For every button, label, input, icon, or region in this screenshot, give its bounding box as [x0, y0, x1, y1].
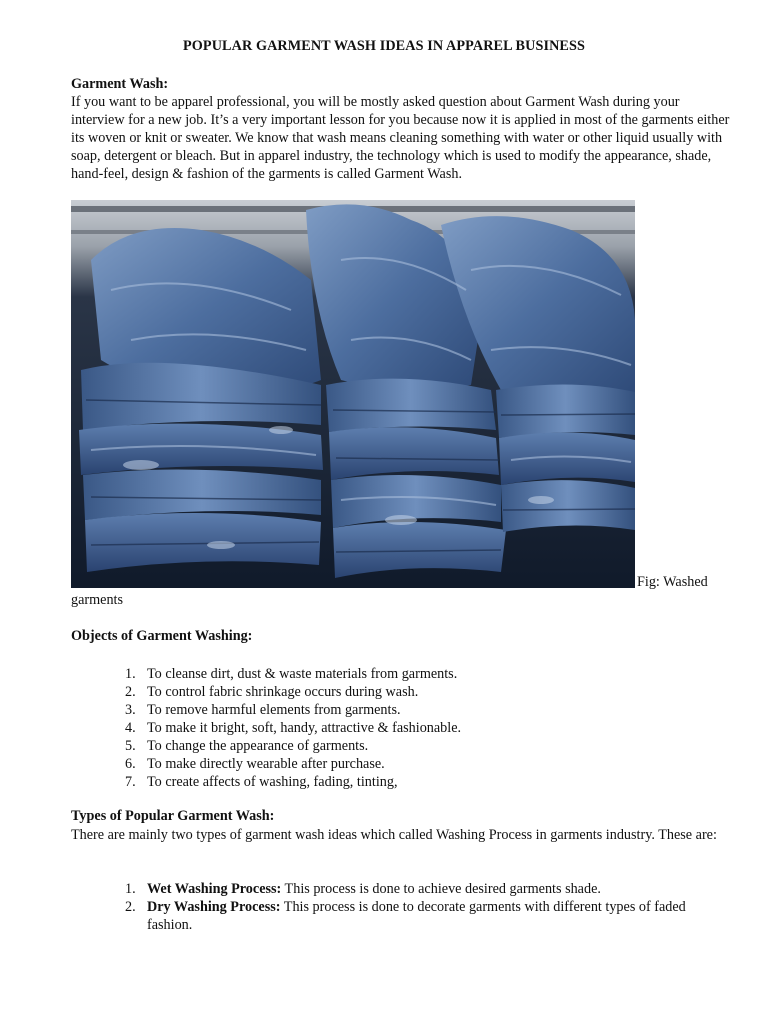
document-title: POPULAR GARMENT WASH IDEAS IN APPAREL BUSINESS [183, 38, 585, 54]
list-item-number: 5. [125, 738, 136, 754]
list-item-number: 2. [125, 899, 136, 915]
list-item-text: To make it bright, soft, handy, attractive & fashionable. [147, 720, 462, 736]
list-item-text: To remove harmful elements from garments. [147, 702, 401, 718]
list-item-number: 7. [125, 774, 136, 790]
list-item-text: This process is done to achieve desired garments shade. [281, 881, 601, 897]
types-list [71, 880, 721, 934]
section-heading-types: Types of Popular Garment Wash: [71, 808, 275, 824]
objects-list [71, 665, 721, 791]
list-item-term: Wet Washing Process: [147, 881, 282, 897]
list-item-text: This process is done to decorate garments with different types of faded fashion. [147, 899, 686, 933]
intro-paragraph: If you want to be apparel professional, you will be mostly asked question about Garment Wash during your interview for a new job. It’s a very important lesson for you because now it is applied in most of the garments either its woven or knit or sweater. We know that wash means cleaning something with water or other liquid usually with soap, detergent or bleach. But in apparel industry, the technology which is used to modify the appearance, shade, hand-feel, design & fashion of the garments is called Garment Wash. [71, 94, 730, 182]
list-item-text: To create affects of washing, fading, tinting, [147, 774, 398, 790]
washed-garments-photo [71, 200, 635, 588]
section-heading-garment-wash: Garment Wash: [71, 76, 169, 92]
types-paragraph: There are mainly two types of garment wash ideas which called Washing Process in garments industry. These are: [71, 827, 717, 843]
list-item [71, 880, 721, 898]
list-item [71, 898, 721, 934]
list-item-number: 4. [125, 720, 136, 736]
list-item-text: To control fabric shrinkage occurs during wash. [147, 684, 419, 700]
list-item [71, 773, 721, 791]
list-item-number: 2. [125, 684, 136, 700]
list-item-text: To make directly wearable after purchase. [147, 756, 385, 772]
list-item-term: Dry Washing Process: [147, 899, 281, 915]
list-item [71, 665, 721, 683]
figure-caption: Fig: Washed [637, 574, 708, 590]
list-item-number: 1. [125, 881, 136, 897]
list-item-number: 3. [125, 702, 136, 718]
list-item [71, 737, 721, 755]
list-item [71, 683, 721, 701]
list-item [71, 701, 721, 719]
list-item-text: To cleanse dirt, dust & waste materials from garments. [147, 666, 458, 682]
figure-caption-continued: garments [71, 592, 124, 608]
list-item-number: 6. [125, 756, 136, 772]
list-item-number: 1. [125, 666, 136, 682]
list-item [71, 719, 721, 737]
list-item [71, 755, 721, 773]
list-item-text: To change the appearance of garments. [147, 738, 369, 754]
section-heading-objects: Objects of Garment Washing: [71, 628, 253, 644]
